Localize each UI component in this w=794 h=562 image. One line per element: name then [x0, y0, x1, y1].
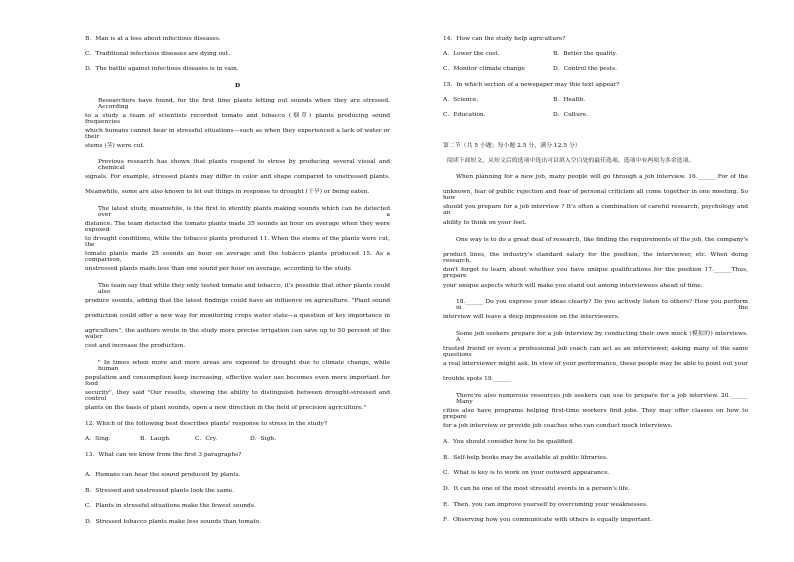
cloze-p1-line: ability to think on your feet. [443, 220, 527, 226]
para4-line: The team say that while they only tested tomato and tobacco, it's possible that other plants could also [98, 283, 390, 295]
q13-option-b[interactable]: B．Stressed and unstressed plants look the same. [85, 488, 235, 494]
q15-option-a[interactable]: A．Science. [443, 97, 479, 103]
q11-option-c: C．Traditional infectious diseases are dying out. [85, 51, 231, 57]
q12-option-d[interactable]: D．Sigh. [250, 436, 276, 442]
cloze-option-e[interactable]: E．Then, you can improve yourself by overcoming your weaknesses. [443, 502, 648, 508]
cloze-p2-line: product lines, the industry's standard salary for the position, the interviewer, etc. When doing research, [443, 252, 748, 264]
cloze-p2-line: One way is to do a great deal of research, like finding the requirements of the job, the company's [456, 237, 748, 243]
para1-line: to a study a team of scientists recorded tomato and tobacco (烟草) plants producing sound frequencies [85, 113, 390, 125]
passage-label: D [234, 82, 241, 89]
para5-line: population and consumption keep increasing, effective water use becomes even more important for food [85, 375, 390, 387]
para3-line: to drought conditions, while the tobacco plants produced 11. When the stems of the plants were cut, the [85, 236, 390, 248]
cloze-option-c[interactable]: C．What is key is to work on your outward appearance. [443, 470, 610, 476]
para1-line: Researchers have found, for the first time plants letting out sounds when they are stressed. According [98, 98, 390, 110]
para5-line: plants on the basis of plant sounds, open a new direction in the field of precision agriculture." [85, 405, 367, 411]
q14-options-row2 [443, 67, 748, 73]
cloze-option-d[interactable]: D．It can be one of the most stressful events in a person's life. [443, 486, 631, 492]
q12-option-b[interactable]: B．Laugh. [140, 436, 171, 442]
q15-option-d[interactable]: D．Culture. [553, 112, 589, 118]
cloze-p4-line: Some job seekers prepare for a job interview by conducting their own mock (模拟的) interviews. A [456, 331, 748, 343]
q13-option-d[interactable]: D．Stressed tobacco plants make less sounds than tomato. [85, 519, 262, 525]
cloze-p1-line: unknown, fear of public rejection and fear of personal criticism all come together in one meeting. So how [443, 189, 748, 201]
q15-option-c[interactable]: C．Education. [443, 112, 486, 118]
q14-options-row1 [443, 52, 748, 58]
cloze-option-a[interactable]: A．You should consider how to be qualified. [443, 439, 574, 445]
para2-line: Meanwhile, some are also known to let out things in response to drought (干旱) or being eaten. [85, 189, 370, 195]
para3-line: distance. The team detected the tomato plants made 35 sounds an hour on average when they were exposed [85, 221, 390, 233]
para3-line: unstressed plants made less than one sound per hour on average, according to the study. [85, 266, 352, 272]
para4-line: production could offer a new way for monitoring crops water state—a question of key importance in [85, 313, 390, 319]
cloze-p4-line: a real interviewer might ask. In view of your performance, these people may be able to point out your [443, 361, 748, 367]
q15-options-row1 [443, 98, 748, 104]
section-instructions: 阅读下面短文，从短文后的选项中选出可以填入空白处的最佳选项。选项中有两项为多余选项。 [447, 158, 695, 164]
para1-line: stems (茎) were cut. [85, 143, 145, 149]
cloze-p5-line: for a job interview or provide job coaches who can conduct mock interviews. [443, 423, 673, 429]
q15-options-row2 [443, 113, 748, 119]
question-15: 15．In which section of a newspaper may this text appear? [443, 82, 620, 88]
para3-line: tomato plants made 25 sounds an hour on average and the tobacco plants produced 15. As a comparison, [85, 251, 390, 263]
q14-option-d[interactable]: D．Control the pests. [553, 66, 618, 72]
q11-option-b: B．Man is at a loss about infectious diseases. [85, 36, 221, 42]
cloze-p2-line: your unique aspects which will make you stand out among interviewees ahead of time. [443, 283, 703, 289]
cloze-option-f[interactable]: F．Observing how you communicate with others is equally important. [443, 517, 653, 523]
cloze-p5-line: There're also numerous resources job seekers can use to prepare for a job interview. 20.______ Many [456, 393, 748, 405]
cloze-p2-line: don't forget to learn about whether you have unique qualifications for the position 17.______Thus, prepare [443, 267, 748, 279]
question-13: 13．What can we know from the first 3 paragraphs? [85, 452, 242, 458]
cloze-option-b[interactable]: B．Self-help books may be available at public libraries. [443, 455, 608, 461]
cloze-p3-line: interview will leave a deep impression on the interviewers. [443, 314, 620, 320]
cloze-p3-line: 18.______ Do you express your ideas clearly? Do you actively listen to others? How you perform in the [456, 299, 748, 311]
cloze-p1-line: should you prepare for a job interview ? It's often a combination of careful research, psychology and an [443, 204, 748, 216]
q12-option-c[interactable]: C．Cry. [195, 436, 218, 442]
q12-options [85, 437, 390, 443]
question-14: 14．How can the study help agriculture? [443, 36, 566, 42]
para4-line: produce sounds, adding that the latest findings could have an influence on agriculture. "Plant sound [85, 298, 390, 304]
para4-line: agriculture", the authors wrote in the study more precise irrigation can save up to 50 percent of the water [85, 328, 390, 340]
para1-line: which humans cannot hear in stressful situations—such as when they experienced a lack of water or their [85, 128, 390, 140]
cloze-p4-line: trouble spots 19.______ [443, 376, 512, 382]
para5-line: security", they said "Our results, showing the ability to distinguish between drought-stressed and control [85, 390, 390, 402]
q11-option-d: D．The battle against infectious diseases is in vain. [85, 66, 239, 72]
question-12: 12. Which of the following best describes plants' response to stress in the study? [85, 421, 327, 427]
cloze-p5-line: cities also have programs helping first-time workers find jobs. They may offer classes on how to prepare [443, 408, 748, 420]
para3-line: The latest study, meanwhile, is the first to identify plants making sounds which can be detected over a [98, 206, 390, 218]
cloze-p4-line: trusted friend or even a professional job coach can act as an interviewer, asking many of the same questions [443, 346, 748, 358]
q13-option-c[interactable]: C．Plants in stressful situations make the fewest sounds. [85, 503, 256, 509]
cloze-p1-line: When planning for a new job, many people will go through a job interview. 16.______ For of the [456, 174, 748, 180]
q14-option-c[interactable]: C．Monitor climate change [443, 66, 525, 72]
para2-line: signals. For example, stressed plants may differ in color and shape compared to unstressed plants. [85, 174, 390, 180]
para4-line: cost and increase the production. [85, 343, 186, 349]
q14-option-a[interactable]: A．Lower the cost. [443, 51, 500, 57]
para5-line: " In times when more and more areas are exposed to drought due to climate change, while human [98, 360, 390, 372]
q15-option-b[interactable]: B．Health. [553, 97, 586, 103]
section-title: 第二节（共 5 小题；每小题 2.5 分，满分 12.5 分） [443, 143, 581, 149]
q13-option-a[interactable]: A．Humans can hear the sound produced by plants. [85, 472, 241, 478]
para2-line: Previous research has shown that plants respond to stress by producing several visual and chemical [98, 159, 390, 171]
q14-option-b[interactable]: B．Better the quality. [553, 51, 618, 57]
q12-option-a[interactable]: A．Sing. [85, 436, 111, 442]
